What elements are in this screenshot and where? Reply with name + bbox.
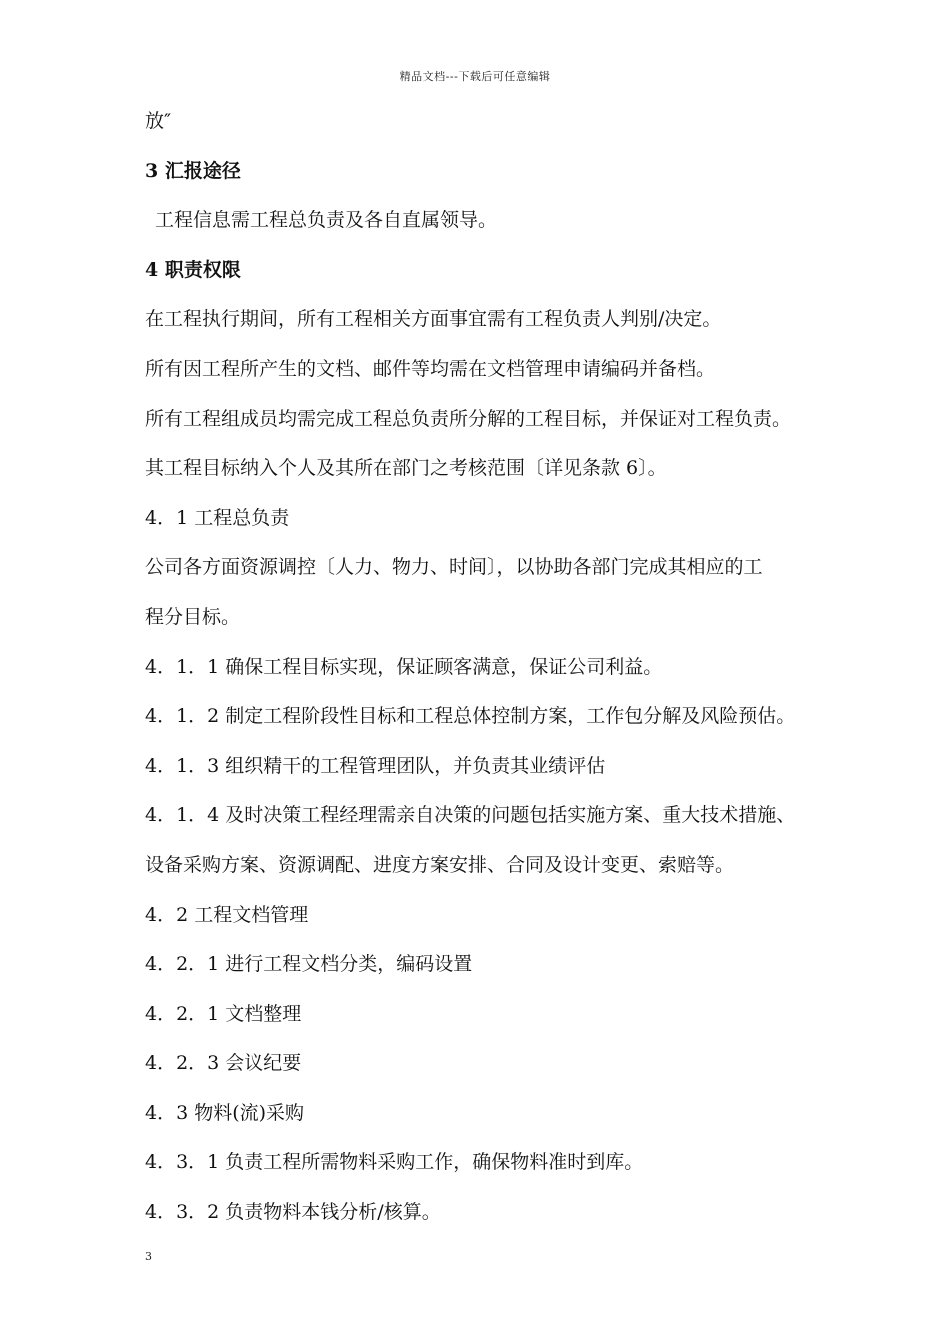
paragraph-line: 4．3．1 负责工程所需物料采购工作，确保物料准时到库。 (145, 1151, 644, 1174)
paragraph-line: 工程信息需工程总负责及各自直属领导。 (155, 209, 498, 232)
page-header: 精品文档---下载后可任意编辑 (399, 70, 551, 83)
paragraph-line: 4．1 工程总负责 (145, 506, 290, 529)
document-body (145, 101, 915, 1242)
paragraph-line: 其工程目标纳入个人及其所在部门之考核范围〔详见条款 6〕。 (145, 457, 667, 480)
paragraph-line: 所有因工程所产生的文档、邮件等均需在文档管理申请编码并备档。 (145, 357, 716, 380)
page-number: 3 (145, 1250, 152, 1263)
paragraph-line: 4．1．1 确保工程目标实现，保证顾客满意，保证公司利益。 (145, 655, 663, 678)
paragraph-line: 放″ (145, 110, 172, 132)
section-heading: 4 职责权限 (145, 258, 241, 281)
paragraph-line: 4．1．2 制定工程阶段性目标和工程总体控制方案，工作包分解及风险预估。 (145, 705, 796, 728)
paragraph-line: 4．2．1 文档整理 (145, 1002, 302, 1025)
paragraph-line: 所有工程组成员均需完成工程总负责所分解的工程目标，并保证对工程负责。 (145, 407, 792, 430)
paragraph-line: 公司各方面资源调控〔人力、物力、时间〕，以协助各部门完成其相应的工 (145, 556, 763, 579)
paragraph-line: 4．3．2 负责物料本钱分析/核算。 (145, 1201, 441, 1224)
paragraph-line: 4．1．3 组织精干的工程管理团队，并负责其业绩评估 (145, 754, 606, 777)
paragraph-line: 4．2．1 进行工程文档分类，编码设置 (145, 953, 473, 976)
section-heading: 3 汇报途径 (145, 159, 241, 182)
paragraph-line: 4．2．3 会议纪要 (145, 1052, 302, 1075)
paragraph-line: 设备采购方案、资源调配、进度方案安排、合同及设计变更、索赔等。 (145, 853, 735, 876)
paragraph-line: 在工程执行期间，所有工程相关方面事宜需有工程负责人判别/决定。 (145, 308, 722, 331)
paragraph-line: 4．1．4 及时决策工程经理需亲自决策的问题包括实施方案、重大技术措施、 (145, 804, 796, 827)
paragraph-line: 4．2 工程文档管理 (145, 903, 309, 926)
paragraph-line: 4．3 物料(流)采购 (145, 1101, 305, 1124)
paragraph-line: 程分目标。 (145, 605, 241, 628)
